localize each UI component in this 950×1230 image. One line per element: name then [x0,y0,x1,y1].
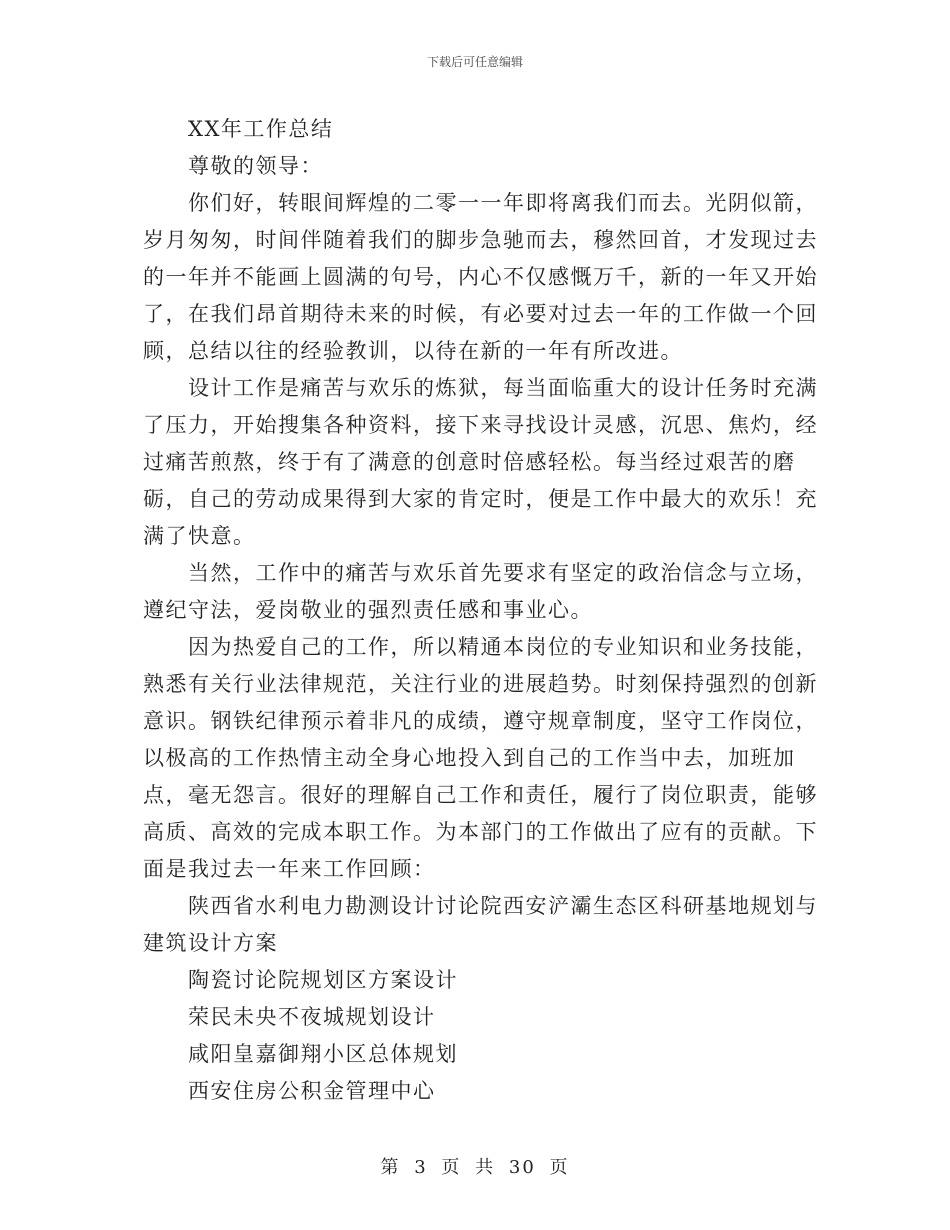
footer-prefix: 第 [380,1157,401,1178]
paragraph-2: 设计工作是痛苦与欢乐的炼狱，每当面临重大的设计任务时充满了压力，开始搜集各种资料，接下来寻找设计灵感，沉思、焦灼，经过痛苦煎熬，终于有了满意的创意时倍感轻松。每当经过艰苦的磨砺，自己的劳动成果得到大家的肯定时，便是工作中最大的欢乐！充满了快意。 [143,376,818,548]
total-pages: 30 [508,1157,536,1178]
page-header: 下载后可任意编辑 [426,55,523,69]
paragraph-1: 你们好，转眼间辉煌的二零一一年即将离我们而去。光阴似箭，岁月匆匆，时间伴随着我们的脚步急驰而去，穆然回首，才发现过去的一年并不能画上圆满的句号，内心不仅感慨万千，新的一年又开始了，在我们昂首期待未来的时候，有必要对过去一年的工作做一个回顾，总结以往的经验教训，以待在新的一年有所改进。 [143,191,818,363]
footer-page-word: 页 [441,1157,462,1178]
salutation: 尊敬的领导： [188,154,323,178]
paragraph-3: 当然，工作中的痛苦与欢乐首先要求有坚定的政治信念与立场，遵纪守法，爱岗敬业的强烈责任感和事业心。 [143,561,818,622]
footer-total-word: 共 [475,1157,496,1178]
document-body [143,111,823,1110]
project-item: 西安住房公积金管理中心 [188,1079,436,1103]
footer-suffix: 页 [549,1157,570,1178]
project-item: 陶瓷讨论院规划区方案设计 [188,968,458,992]
project-item: 咸阳皇嘉御翔小区总体规划 [188,1042,458,1066]
page-footer [0,1153,950,1179]
project-item: 荣民未央不夜城规划设计 [188,1005,436,1029]
document-title: XX年工作总结 [188,117,334,141]
project-item: 陕西省水利电力勘测设计讨论院西安浐灞生态区科研基地规划与建筑设计方案 [143,894,818,955]
page-number: 3 [414,1157,428,1178]
paragraph-4: 因为热爱自己的工作，所以精通本岗位的专业知识和业务技能，熟悉有关行业法律规范，关注行业的进展趋势。时刻保持强烈的创新意识。钢铁纪律预示着非凡的成绩，遵守规章制度，坚守工作岗位，以极高的工作热情主动全身心地投入到自己的工作当中去，加班加点，毫无怨言。很好的理解自己工作和责任，履行了岗位职责，能够高质、高效的完成本职工作。为本部门的工作做出了应有的贡献。下面是我过去一年来工作回顾： [143,635,818,881]
